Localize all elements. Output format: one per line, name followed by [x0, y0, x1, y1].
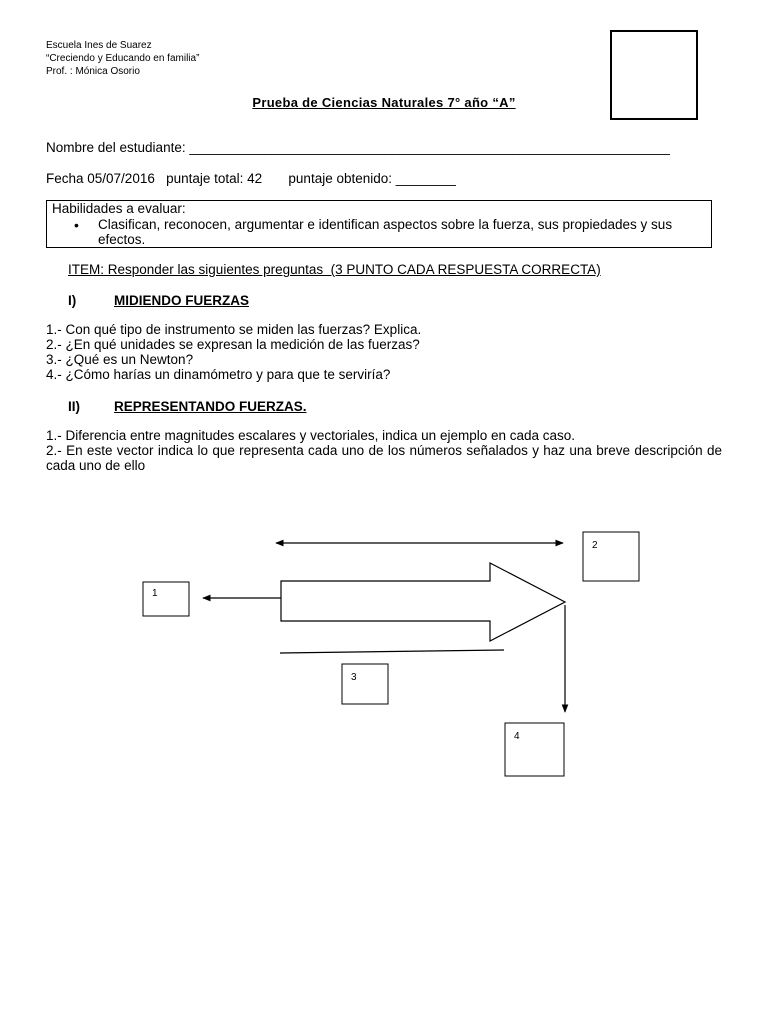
- block-arrow-shape: [281, 563, 565, 641]
- school-motto: “Creciendo y Educando en familia”: [46, 53, 200, 64]
- question-item: 1.- Diferencia entre magnitudes escalares y vectoriales, indica un ejemplo en cada caso.: [46, 428, 576, 443]
- box-label-1: 1: [152, 588, 158, 599]
- student-name-line: Nombre del estudiante: ________________________________________________________________: [46, 140, 670, 155]
- label-box-1: [143, 582, 189, 616]
- section1-title: MIDIENDO FUERZAS: [114, 293, 249, 308]
- date-score-line: Fecha 05/07/2016 puntaje total: 42 puntaje obtenido: ________: [46, 171, 456, 186]
- box-label-2: 2: [592, 540, 598, 551]
- skills-title: Habilidades a evaluar:: [52, 201, 186, 216]
- section2-number: II): [68, 399, 80, 414]
- bullet-icon: •: [74, 217, 79, 233]
- test-title: Prueba de Ciencias Naturales 7° año “A”: [252, 95, 516, 110]
- question-item: 1.- Con qué tipo de instrumento se miden las fuerzas? Explica.: [46, 322, 422, 337]
- skills-text: Clasifican, reconocen, argumentar e identifican aspectos sobre la fuerza, sus propiedades y sus efectos.: [98, 217, 673, 247]
- teacher-name: Prof. : Mónica Osorio: [46, 66, 140, 77]
- question-item: 3.- ¿Qué es un Newton?: [46, 352, 194, 367]
- question-item: 2.- En este vector indica lo que representa cada uno de los números señalados y haz una breve descripción de cada uno de ello: [46, 443, 722, 473]
- question-item: 2.- ¿En qué unidades se expresan la medición de las fuerzas?: [46, 337, 420, 352]
- baseline-line: [280, 650, 504, 653]
- item-instructions: ITEM: Responder las siguientes preguntas (3 PUNTO CADA RESPUESTA CORRECTA): [68, 262, 601, 277]
- label-box-3: [342, 664, 388, 704]
- school-name: Escuela Ines de Suarez: [46, 40, 152, 51]
- section1-number: I): [68, 293, 77, 308]
- section2-title: REPRESENTANDO FUERZAS.: [114, 399, 307, 414]
- question-item: 4.- ¿Cómo harías un dinamómetro y para que te serviría?: [46, 367, 391, 382]
- box-label-4: 4: [514, 731, 520, 742]
- box-label-3: 3: [351, 672, 357, 683]
